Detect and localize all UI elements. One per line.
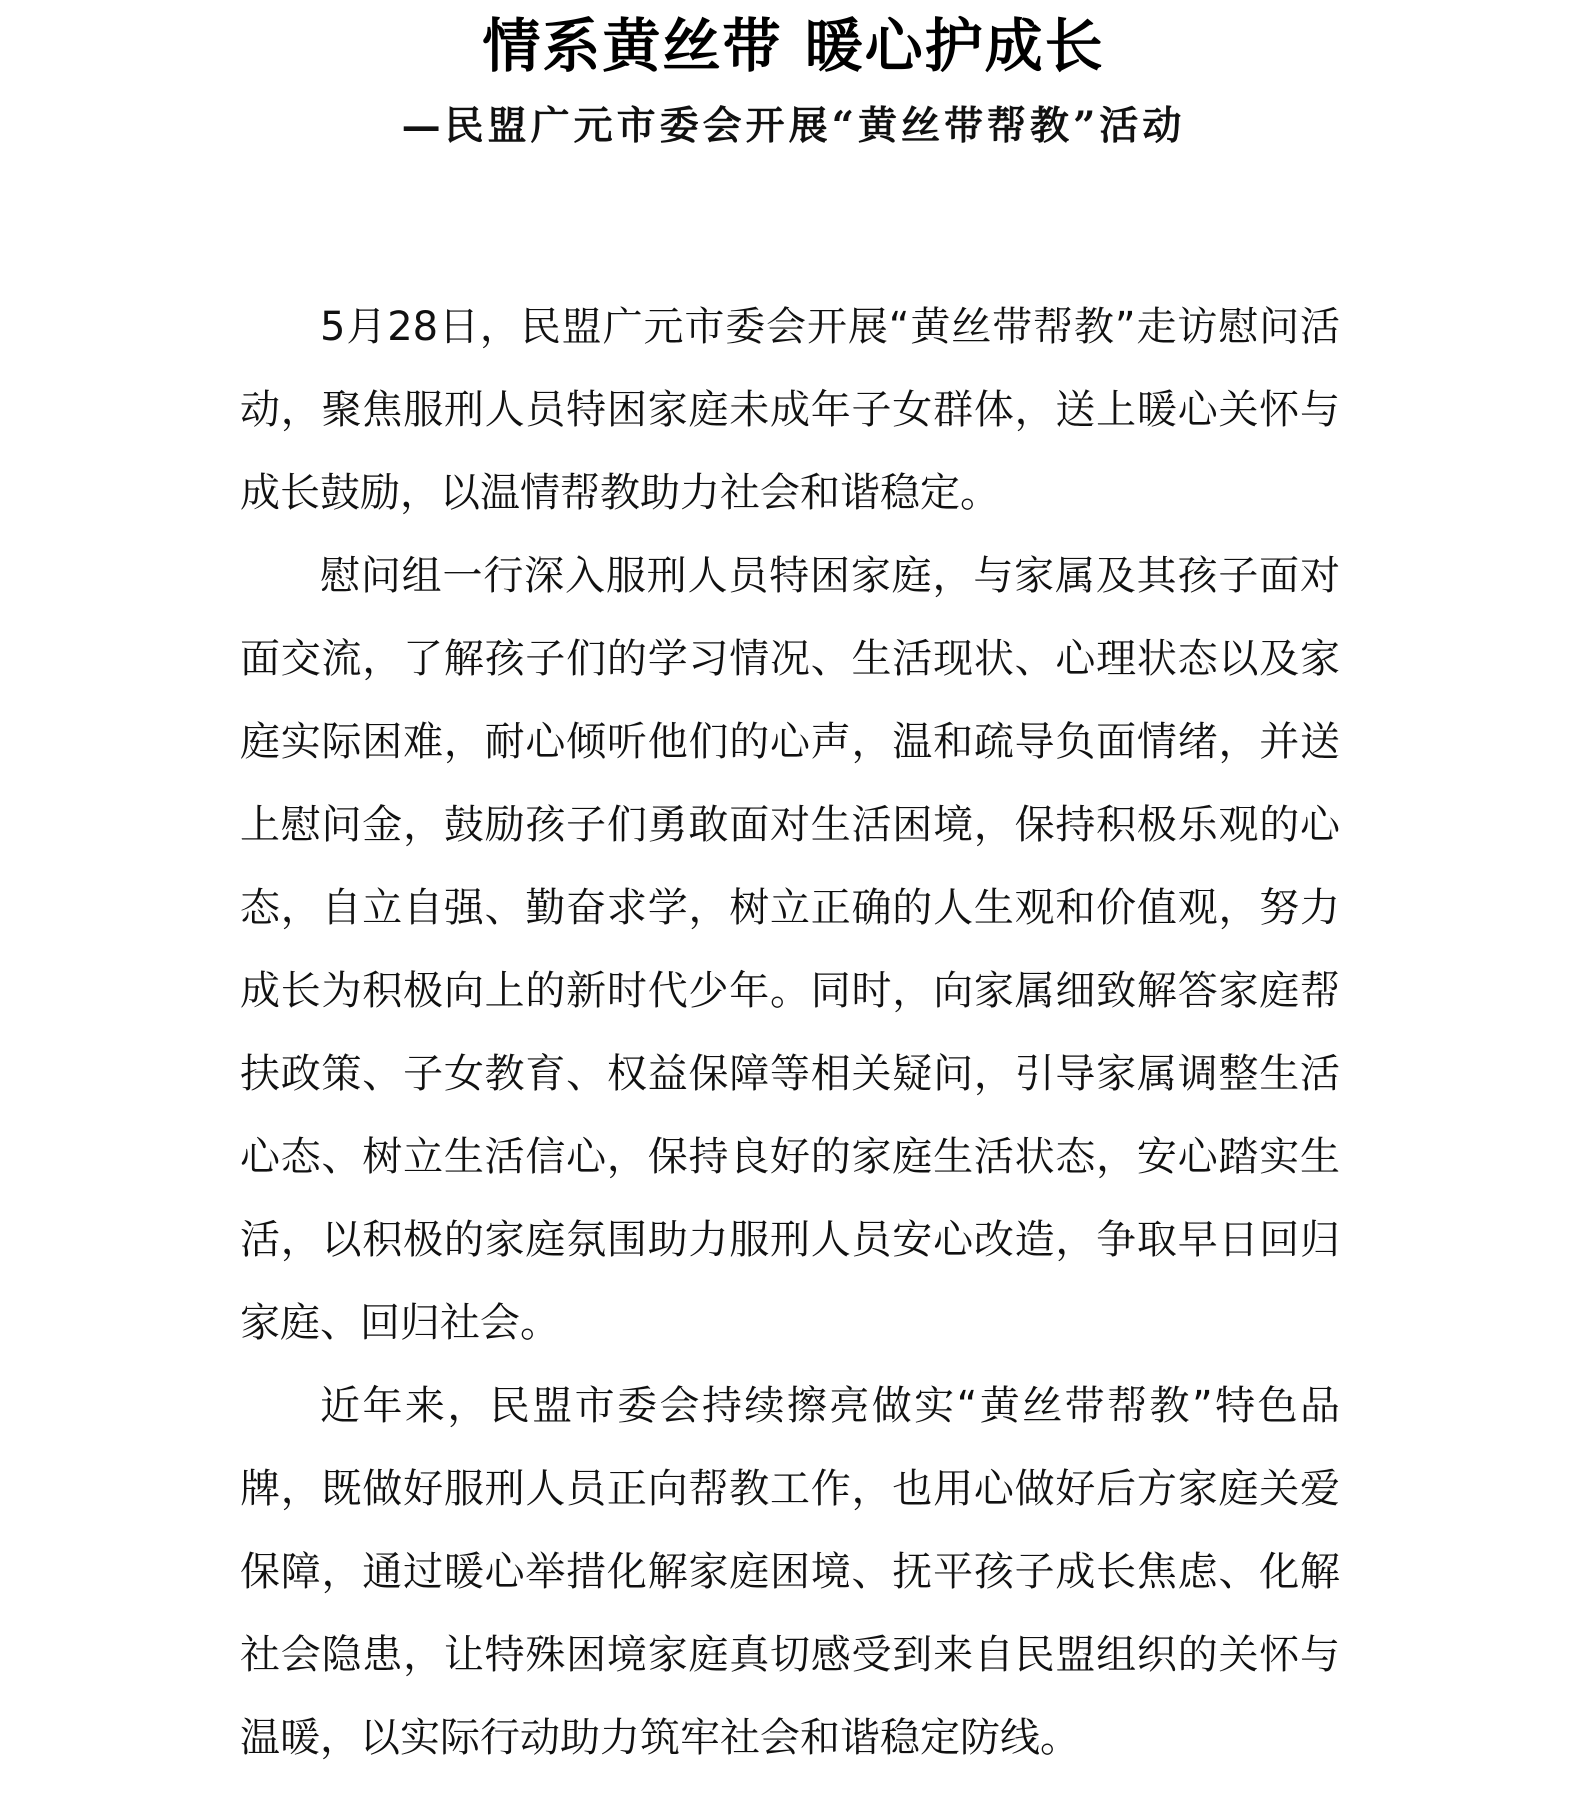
- paragraph-3: 近年来，民盟市委会持续擦亮做实“黄丝带帮教”特色品牌，既做好服刑人员正向帮教工作，也用心做好后方家庭关爱保障，通过暖心举措化解家庭困境、抚平孩子成长焦虑、化解社会隐患，让特殊困境家庭真切感受到来自民盟组织的关怀与温暖，以实际行动助力筑牢社会和谐稳定防线。: [240, 1383, 1340, 1761]
- article-body: [240, 286, 1340, 1780]
- paragraph-2: 慰问组一行深入服刑人员特困家庭，与家属及其孩子面对面交流，了解孩子们的学习情况、生活现状、心理状态以及家庭实际困难，耐心倾听他们的心声，温和疏导负面情绪，并送上慰问金，鼓励孩子们勇敢面对生活困境，保持积极乐观的心态，自立自强、勤奋求学，树立正确的人生观和价值观，努力成长为积极向上的新时代少年。同时，向家属细致解答家庭帮扶政策、子女教育、权益保障等相关疑问，引导家属调整生活心态、树立生活信心，保持良好的家庭生活状态，安心踏实生活，以积极的家庭氛围助力服刑人员安心改造，争取早日回归家庭、回归社会。: [240, 553, 1340, 1346]
- article-subtitle: —民盟广元市委会开展“黄丝带帮教”活动: [401, 103, 1186, 149]
- paragraph-1: 5月28日，民盟广元市委会开展“黄丝带帮教”走访慰问活动，聚焦服刑人员特困家庭未成年子女群体，送上暖心关怀与成长鼓励，以温情帮教助力社会和谐稳定。: [240, 304, 1340, 516]
- article-title: 情系黄丝带 暖心护成长: [482, 12, 1105, 80]
